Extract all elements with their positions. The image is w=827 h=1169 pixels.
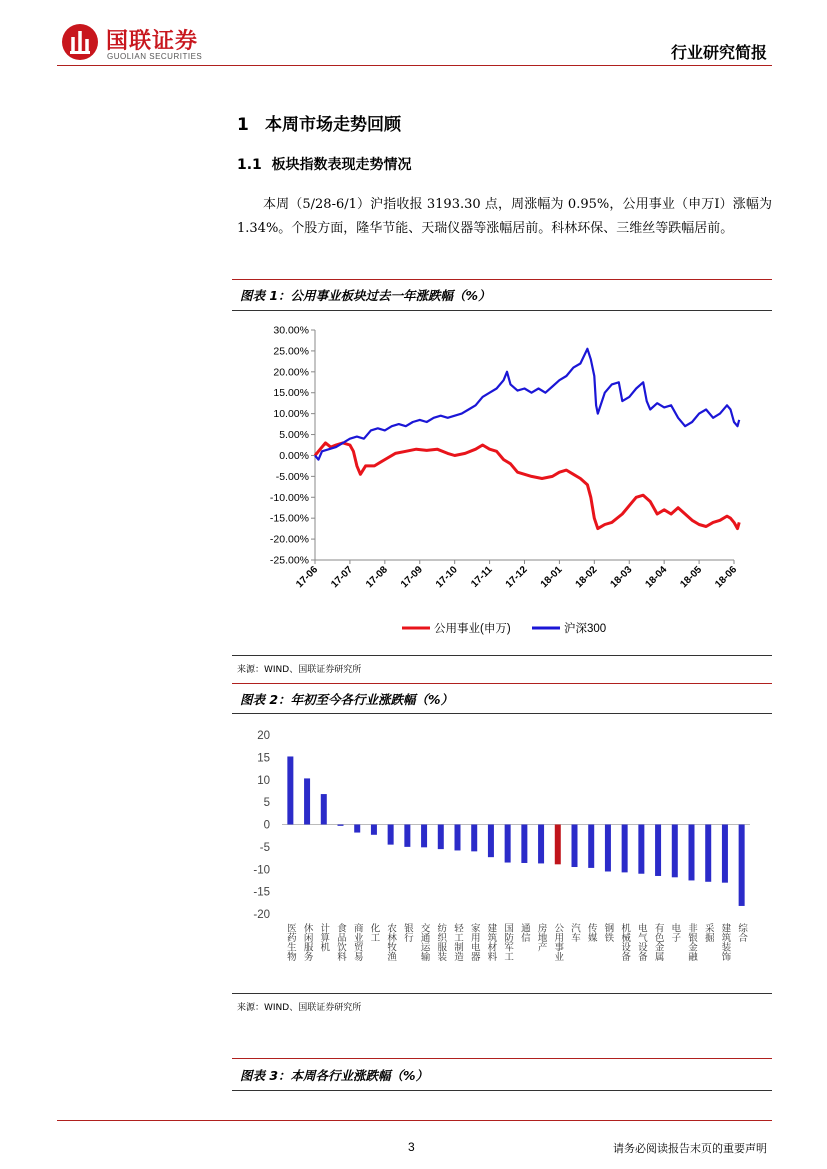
- y-tick-label: 10: [257, 774, 270, 787]
- bar-综合: [739, 825, 745, 906]
- figure1-bottom-rule: [232, 655, 772, 656]
- x-tick-label: 18-06: [713, 564, 740, 591]
- category-label: 采掘: [702, 923, 714, 942]
- category-label: 交通运输: [418, 923, 430, 961]
- bar-有色金属: [655, 825, 661, 876]
- category-label: 纺织服装: [435, 923, 447, 961]
- y-tick-label: -10.00%: [269, 491, 309, 504]
- bar-公用事业: [555, 825, 561, 865]
- x-tick-label: 17-09: [399, 564, 425, 591]
- header-divider: [57, 65, 772, 66]
- category-label: 银行: [401, 923, 413, 942]
- category-label: 农林牧渔: [385, 923, 397, 961]
- bar-通信: [521, 825, 527, 863]
- category-label: 建筑材料: [485, 923, 497, 961]
- figure2-top-rule: [232, 683, 772, 684]
- figure2-title: 图表 2：年初至今各行业涨跌幅（%）: [240, 692, 454, 707]
- figure1-title: 图表 1：公用事业板块过去一年涨跌幅（%）: [240, 288, 491, 303]
- bar-计算机: [321, 794, 327, 824]
- category-label: 建筑装饰: [719, 923, 731, 961]
- figure1-title-rule: [232, 310, 772, 311]
- category-label: 电子: [669, 923, 681, 942]
- series-line-1: [315, 349, 739, 460]
- x-tick-label: 18-05: [678, 564, 705, 591]
- category-label: 家用电器: [468, 923, 480, 961]
- y-tick-label: 0.00%: [279, 449, 309, 462]
- category-label: 医药生物: [284, 923, 296, 961]
- x-tick-label: 18-02: [573, 564, 600, 591]
- y-tick-label: -15: [253, 886, 270, 899]
- subsection-number: 1.1: [237, 157, 262, 173]
- x-tick-label: 17-10: [433, 564, 460, 591]
- line-chart: [232, 315, 772, 655]
- footer-divider: [57, 1120, 772, 1121]
- x-tick-label: 17-08: [364, 564, 390, 591]
- x-tick-label: 18-01: [538, 564, 565, 591]
- bar-纺织服装: [438, 825, 444, 850]
- bar-国防军工: [505, 825, 511, 863]
- y-tick-label: 20: [257, 730, 270, 742]
- category-label: 国防军工: [502, 923, 514, 961]
- figure1-source: 来源：WIND、国联证券研究所: [237, 665, 362, 675]
- bar-化工: [371, 825, 377, 835]
- y-tick-label: 5.00%: [279, 429, 309, 442]
- subsection-title: 板块指数表现走势情况: [271, 157, 412, 173]
- bar-电气设备: [638, 825, 644, 874]
- category-label: 房地产: [535, 923, 547, 952]
- y-tick-label: -15.00%: [269, 512, 309, 525]
- bar-电子: [672, 825, 678, 878]
- category-label: 非银金融: [686, 923, 697, 961]
- bar-传媒: [588, 825, 594, 868]
- category-label: 化工: [368, 923, 380, 942]
- category-label: 钢铁: [602, 923, 614, 942]
- category-label: 轻工制造: [452, 923, 463, 961]
- x-tick-label: 18-03: [608, 564, 635, 591]
- brand-name: 国联证券: [106, 29, 199, 54]
- y-tick-label: 20.00%: [273, 366, 309, 379]
- x-tick-label: 18-04: [643, 564, 670, 591]
- y-tick-label: -20.00%: [269, 533, 309, 546]
- category-label: 汽车: [569, 923, 580, 942]
- figure2-title-rule: [232, 713, 772, 714]
- category-label: 公用事业: [552, 923, 564, 961]
- bar-chart: [232, 718, 772, 990]
- brand-logo-icon: [60, 22, 100, 62]
- section-heading: [237, 110, 401, 135]
- category-label: 传媒: [585, 923, 597, 942]
- bar-房地产: [538, 825, 544, 864]
- category-label: 商业贸易: [351, 923, 363, 961]
- page-number: 3: [408, 1140, 415, 1154]
- x-tick-label: 17-07: [329, 564, 356, 591]
- x-tick-label: 17-12: [503, 564, 530, 591]
- category-label: 综合: [736, 923, 748, 942]
- y-tick-label: -25.00%: [269, 554, 309, 567]
- bar-建筑装饰: [722, 825, 728, 883]
- bar-食品饮料: [338, 825, 344, 826]
- y-tick-label: -5.00%: [275, 470, 309, 483]
- legend-label-0: 公用事业(申万): [434, 623, 511, 635]
- y-tick-label: 5: [263, 797, 270, 810]
- y-tick-label: 30.00%: [273, 324, 309, 337]
- y-tick-label: 10.00%: [273, 408, 309, 421]
- bar-休闲服务: [304, 778, 310, 824]
- bar-轻工制造: [455, 825, 461, 851]
- figure1-top-rule: [232, 279, 772, 280]
- bar-交通运输: [421, 825, 427, 848]
- bar-农林牧渔: [388, 825, 394, 845]
- bar-采掘: [705, 825, 711, 882]
- legend-label-1: 沪深300: [564, 623, 607, 635]
- bar-家用电器: [471, 825, 477, 852]
- bar-银行: [404, 825, 410, 847]
- figure2-bottom-rule: [232, 993, 772, 994]
- y-tick-label: -5: [259, 841, 270, 854]
- category-label: 电气设备: [635, 923, 647, 961]
- category-label: 机械设备: [619, 923, 631, 961]
- bar-汽车: [572, 825, 578, 868]
- document-type: 行业研究简报: [670, 43, 767, 62]
- x-tick-label: 17-06: [294, 564, 321, 591]
- section-number: 1: [237, 115, 249, 135]
- category-label: 计算机: [318, 923, 330, 952]
- category-label: 通信: [518, 923, 530, 942]
- bar-医药生物: [287, 756, 293, 824]
- y-tick-label: 15: [257, 752, 270, 765]
- brand-name-en: GUOLIAN SECURITIES: [107, 52, 203, 61]
- bar-商业贸易: [354, 825, 360, 833]
- y-tick-label: -10: [253, 864, 270, 877]
- figure3-title: 图表 3：本周各行业涨跌幅（%）: [240, 1068, 429, 1083]
- disclaimer-note: 请务必阅读报告末页的重要声明: [613, 1142, 767, 1155]
- bar-机械设备: [622, 825, 628, 873]
- category-label: 有色金属: [652, 923, 664, 961]
- x-tick-label: 17-11: [469, 564, 495, 590]
- y-tick-label: 0: [263, 819, 270, 832]
- y-tick-label: -20: [253, 909, 270, 921]
- figure3-top-rule: [232, 1058, 772, 1059]
- bar-钢铁: [605, 825, 611, 872]
- y-tick-label: 25.00%: [273, 345, 309, 358]
- subsection-heading: [237, 154, 412, 174]
- category-label: 食品饮料: [335, 923, 346, 961]
- series-line-0: [315, 443, 739, 529]
- bar-非银金融: [689, 825, 695, 881]
- category-label: 休闲服务: [301, 923, 313, 961]
- bar-建筑材料: [488, 825, 494, 858]
- figure3-title-rule: [232, 1090, 772, 1091]
- body-paragraph: 本周（5/28-6/1）沪指收报 3193.30 点，周涨幅为 0.95%，公用事业（申万Ⅰ）涨幅为 1.34%。个股方面，隆华节能、天瑞仪器等涨幅居前。科林环保、三维丝等跌幅居前。: [237, 197, 772, 236]
- figure2-source: 来源：WIND、国联证券研究所: [237, 1003, 362, 1013]
- y-tick-label: 15.00%: [273, 387, 309, 400]
- section-title: 本周市场走势回顾: [265, 115, 401, 135]
